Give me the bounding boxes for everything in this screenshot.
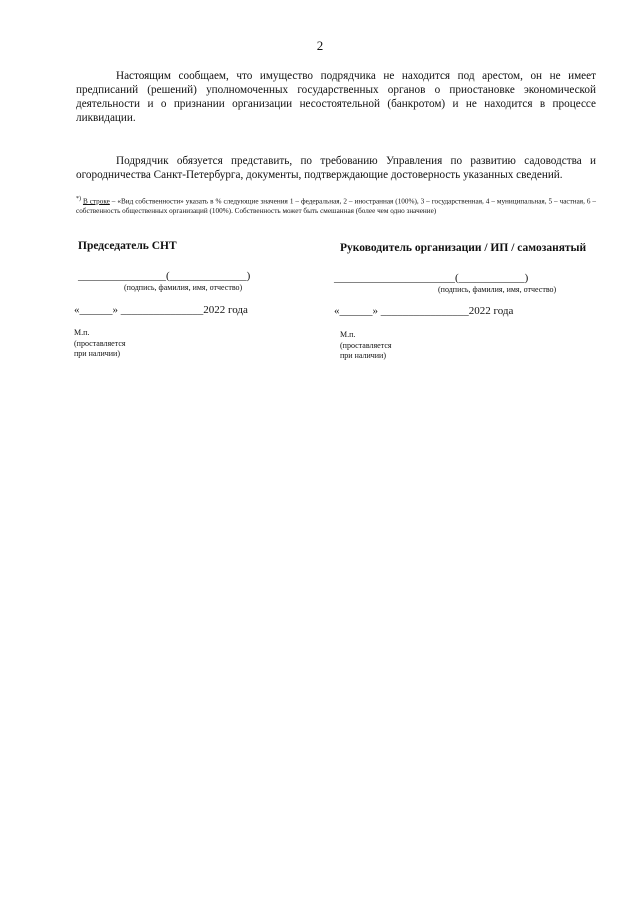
left-stamp-line-1: М.п. (74, 328, 90, 337)
left-stamp-line-2: (проставляется (74, 338, 126, 348)
footnote-marker: *) (76, 196, 81, 202)
left-date-line: «______» _______________2022 года (74, 304, 248, 316)
right-stamp-note (340, 330, 392, 362)
right-signatory-title: Руководитель организации / ИП / самозанятый (340, 242, 587, 254)
left-stamp-note (74, 328, 126, 360)
paragraph-property-status: Настоящим сообщаем, что имущество подрядчика не находится под арестом, он не имеет предписаний (решений) уполномоченных государственных органов о приостановке экономической деятельности и о признании организации несостоятельной (банкротом) и не находится в процессе ликвидации. (76, 70, 596, 124)
left-stamp-line-3: при наличии) (74, 349, 120, 358)
right-stamp-line-3: при наличии) (340, 351, 386, 360)
left-signature-line: ________________(______________) (78, 270, 251, 282)
footnote-lead: В строке (82, 197, 110, 206)
paragraph-contractor-obligation: Подрядчик обязуется представить, по требованию Управления по развитию садоводства и огородничества Санкт-Петербурга, документы, подтверждающие достоверность указанных сведений. (76, 155, 596, 181)
right-date-line: «______» ________________2022 года (334, 305, 514, 317)
left-signatory-title: Председатель СНТ (78, 240, 177, 252)
left-signature-caption: (подпись, фамилия, имя, отчество) (124, 283, 243, 292)
right-stamp-line-2: (проставляется (340, 340, 392, 350)
page-number: 2 (316, 38, 324, 53)
footnote (76, 195, 596, 216)
footnote-text: – «Вид собственности» указать в % следующие значения 1 – федеральная, 2 – иностранная (100%), 3 – государственная, 4 – муниципальная, 5 – частная, 6 – собственность общественных организаций (100%). Собственность может быть смешанная (более чем одно значение) (76, 197, 597, 215)
right-signature-line: ______________________(____________) (334, 272, 529, 284)
right-signature-caption: (подпись, фамилия, имя, отчество) (438, 285, 557, 294)
right-stamp-line-1: М.п. (340, 330, 356, 339)
